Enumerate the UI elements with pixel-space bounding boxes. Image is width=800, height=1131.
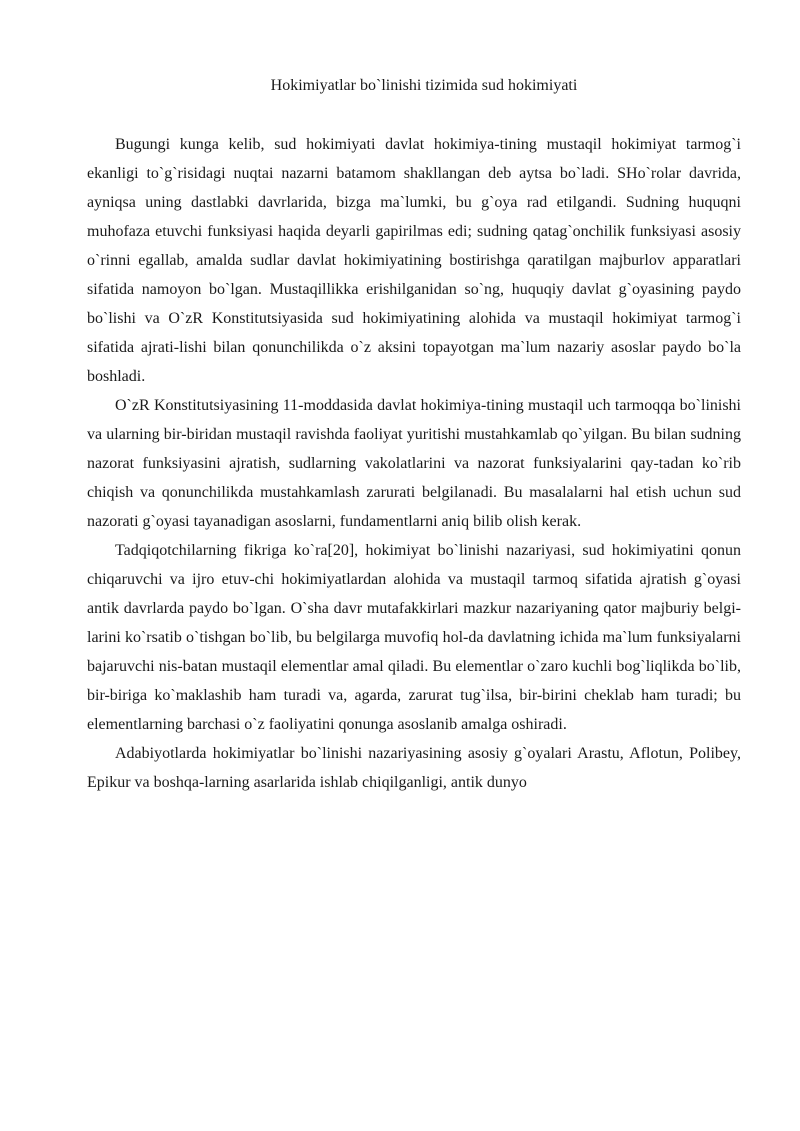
document-title: Hokimiyatlar bo`linishi tizimida sud hokimiyati <box>270 77 578 94</box>
paragraph: Adabiyotlarda hokimiyatlar bo`linishi nazariyasining asosiy g`oyalari Arastu, Aflotun, Polibey, Epikur va boshqa-larning asarlarida ishlab chiqilganligi, antik dunyo <box>87 745 741 791</box>
document-page <box>87 72 741 797</box>
paragraph: O`zR Konstitutsiyasining 11-moddasida davlat hokimiya-tining mustaqil uch tarmoqqa bo`linishi va ularning bir-biridan mustaqil ravishda faoliyat yuritishi mustahkamlab qo`yilgan. Bu bilan sudning nazorat funksiyasini ajratish, sudlarning vakolatlarini va nazorat funksiyalarini qay-tadan ko`rib chiqish va qonunchilikda mustahkamlash zarurati belgilanadi. Bu masalalarni hal etish uchun sud nazorati g`oyasi tayanadigan asoslarni, fundamentlarni aniq bilib olish kerak. <box>87 397 741 530</box>
paragraph: Bugungi kunga kelib, sud hokimiyati davlat hokimiya-tining mustaqil hokimiyat tarmog`i ekanligi to`g`risidagi nuqtai nazarni batamom shakllangan deb aytsa bo`ladi. SHo`rolar davrida, ayniqsa uning dastlabki davrlarida, bizga ma`lumki, bu g`oya rad etilgandi. Sudning huquqni muhofaza etuvchi funksiyasi haqida deyarli gapirilmas edi; sudning qatag`onchilik funksiyasi asosiy o`rinni egallab, amalda sudlar davlat hokimiyatining bostirishga qaratilgan majburlov apparatlari sifatida namoyon bo`lgan. Mustaqillikka erishilganidan so`ng, huquqiy davlat g`oyasining paydo bo`lishi va O`zR Konstitutsiyasida sud hokimiyatining alohida va mustaqil hokimiyat tarmog`i sifatida ajrati-lishi bilan qonunchilikda o`z aksini topayotgan ma`lum nazariy asoslar paydo bo`la boshladi. <box>87 136 741 385</box>
paragraph: Tadqiqotchilarning fikriga ko`ra[20], hokimiyat bo`linishi nazariyasi, sud hokimiyatini qonun chiqaruvchi va ijro etuv-chi hokimiyatlardan alohida va mustaqil tarmoq sifatida ajratish g`oyasi antik davrlarda paydo bo`lgan. O`sha davr mutafakkirlari mazkur nazariyaning qator majburiy belgi-larini ko`rsatib o`tishgan bo`lib, bu belgilarga muvofiq hol-da davlatning ichida ma`lum funksiyalarni bajaruvchi nis-batan mustaqil elementlar amal qiladi. Bu elementlar o`zaro kuchli bog`liqlikda bo`lib, bir-biriga ko`maklashib ham turadi va, agarda, zarurat tug`ilsa, bir-birini cheklab ham turadi; bu elementlarning barchasi o`z faoliyatini qonunga asoslanib amalga oshiradi. <box>87 542 741 733</box>
